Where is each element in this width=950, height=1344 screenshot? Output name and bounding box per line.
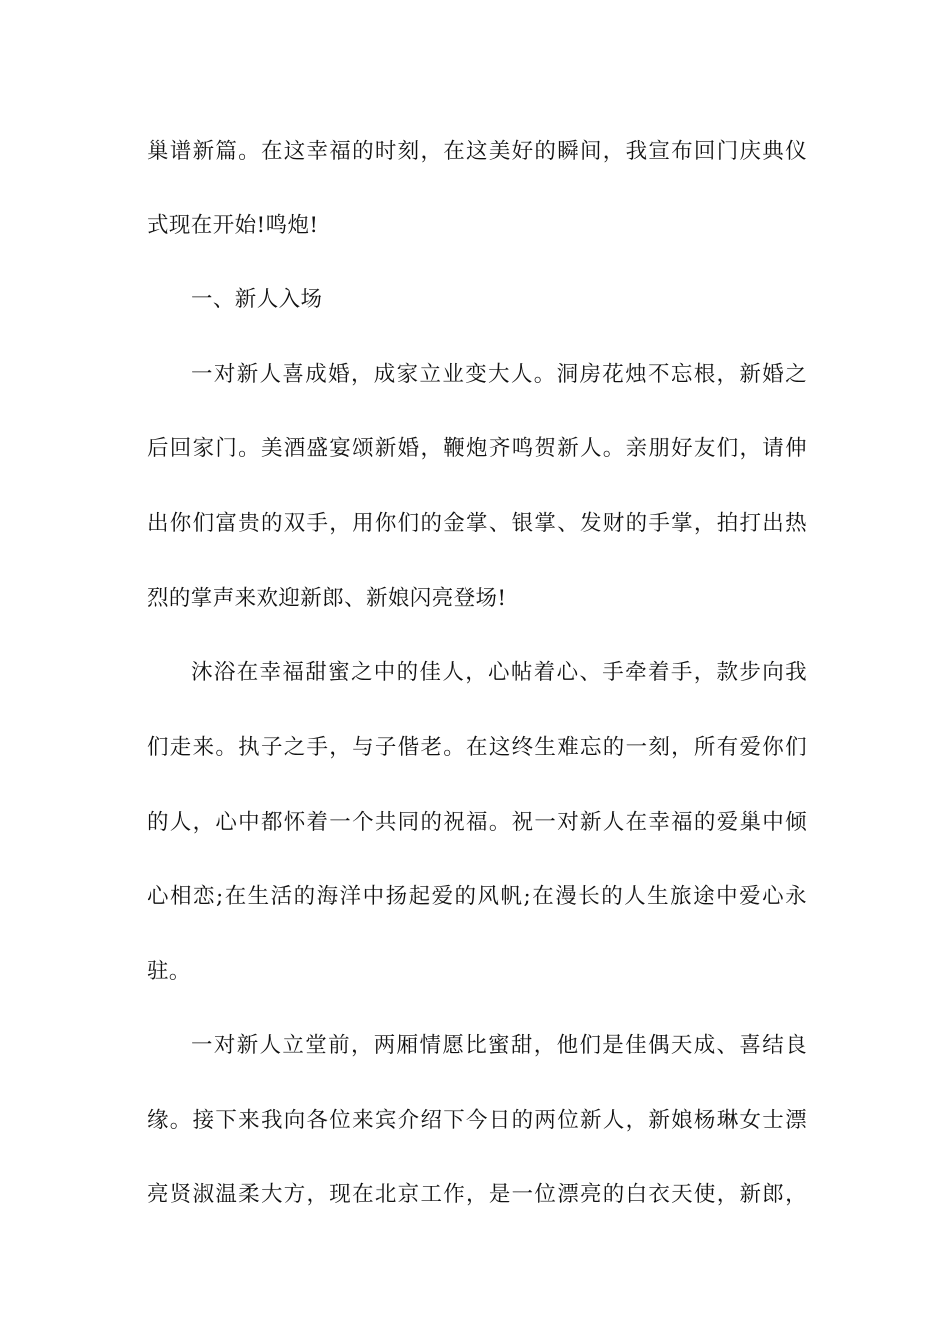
text-line: 烈的掌声来欢迎新郎、新娘闪亮登场! (147, 586, 507, 611)
section-heading: 一、新人入场 (191, 287, 323, 312)
text-line: 心相恋;在生活的海洋中扬起爱的风帆;在漫长的人生旅途中爱心永 (147, 884, 807, 909)
text-line: 式现在开始!鸣炮! (147, 213, 319, 238)
text-line: 缘。接下来我向各位来宾介绍下今日的两位新人，新娘杨琳女士漂 (147, 1108, 807, 1133)
text-line: 沐浴在幸福甜蜜之中的佳人，心帖着心、手牵着手，款步向我 (191, 660, 807, 685)
text-line: 后回家门。美酒盛宴颂新婚，鞭炮齐鸣贺新人。亲朋好友们，请伸 (147, 436, 807, 461)
text-line: 巢谱新篇。在这幸福的时刻，在这美好的瞬间，我宣布回门庆典仪 (147, 139, 807, 164)
text-line: 一对新人立堂前，两厢情愿比蜜甜，他们是佳偶天成、喜结良 (191, 1033, 807, 1058)
text-line: 亮贤淑温柔大方，现在北京工作，是一位漂亮的白衣天使，新郎， (147, 1182, 807, 1207)
text-line: 们走来。执子之手，与子偕老。在这终生难忘的一刻，所有爱你们 (147, 735, 807, 760)
text-line: 的人，心中都怀着一个共同的祝福。祝一对新人在幸福的爱巢中倾 (147, 810, 807, 835)
text-line: 一对新人喜成婚，成家立业变大人。洞房花烛不忘根，新婚之 (191, 362, 807, 387)
text-line: 驻。 (147, 959, 191, 984)
text-line: 出你们富贵的双手，用你们的金掌、银掌、发财的手掌，拍打出热 (147, 511, 807, 536)
